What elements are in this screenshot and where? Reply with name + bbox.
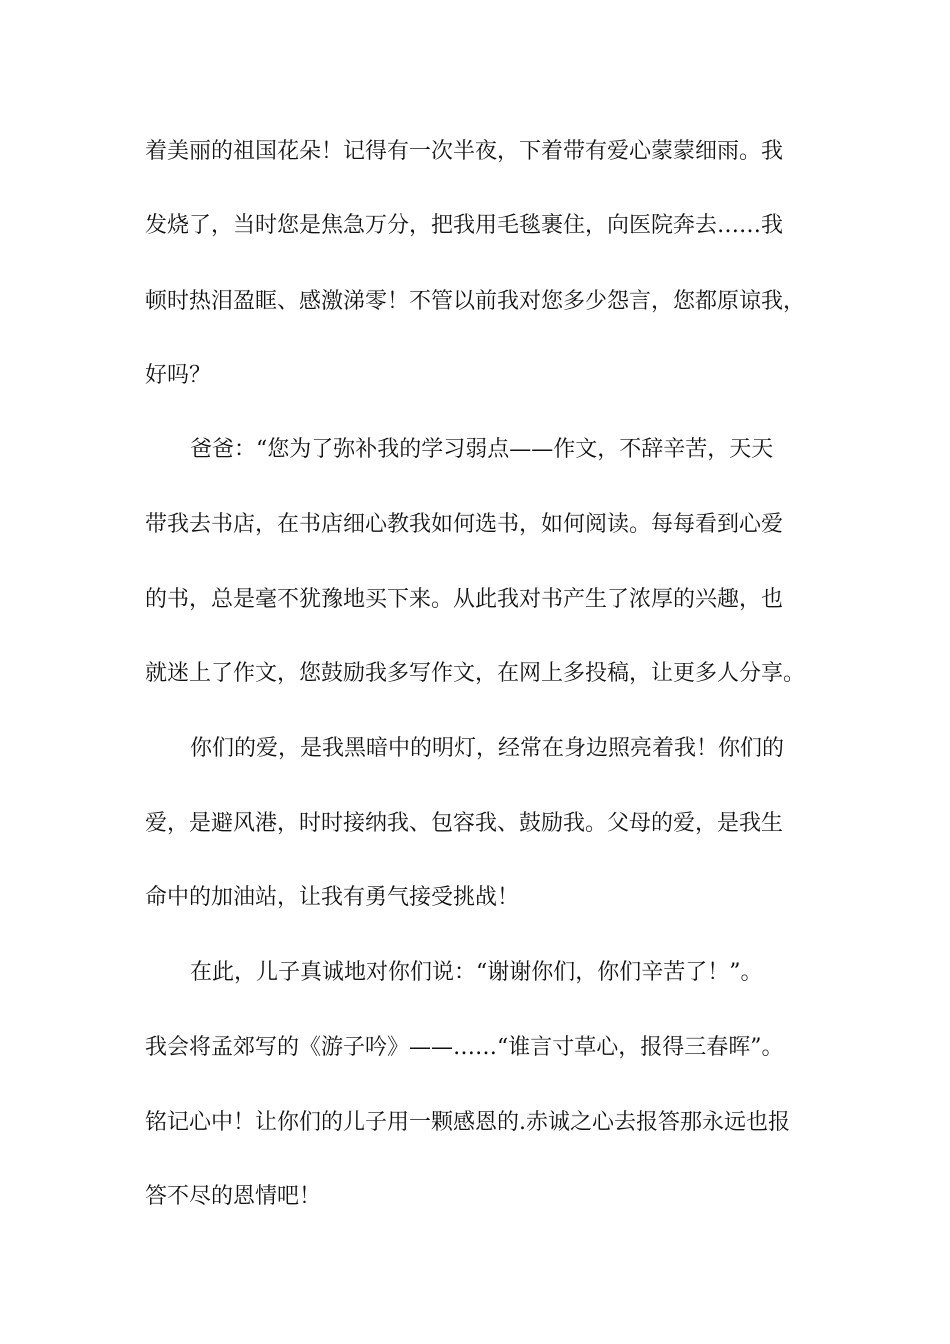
text-line: 的书，总是毫不犹豫地买下来。从此我对书产生了浓厚的兴趣，也 [145,587,784,612]
text-line: 我会将孟郊写的《游子吟》——……“谁言寸草心，报得三春晖”。 [145,1035,784,1060]
text-line: 带我去书店，在书店细心教我如何选书，如何阅读。每每看到心爱 [145,512,784,537]
paragraph-first-line: 爸爸：“您为了弥补我的学习弱点——作文，不辞辛苦，天天 [190,437,774,462]
text-line: 好吗？ [145,363,212,388]
paragraph-first-line: 在此，儿子真诚地对你们说：“谢谢你们，你们辛苦了！”。 [190,960,763,985]
text-line: 铭记心中！让你们的儿子用一颗感恩的.赤诚之心去报答那永远也报 [145,1110,790,1135]
text-line: 命中的加油站，让我有勇气接受挑战！ [145,885,520,910]
text-line: 着美丽的祖国花朵！记得有一次半夜，下着带有爱心蒙蒙细雨。我 [145,139,784,164]
paragraph-first-line: 你们的爱，是我黑暗中的明灯，经常在身边照亮着我！你们的 [190,736,785,761]
text-line: 发烧了，当时您是焦急万分，把我用毛毯裹住，向医院奔去……我 [145,213,784,238]
text-line: 顿时热泪盈眶、感激涕零！不管以前我对您多少怨言，您都原谅我， [145,289,806,314]
text-line: 就迷上了作文，您鼓励我多写作文，在网上多投稿，让更多人分享。 [145,661,806,686]
text-line: 爱，是避风港，时时接纳我、包容我、鼓励我。父母的爱，是我生 [145,811,784,836]
text-line: 答不尽的恩情吧！ [145,1184,322,1209]
